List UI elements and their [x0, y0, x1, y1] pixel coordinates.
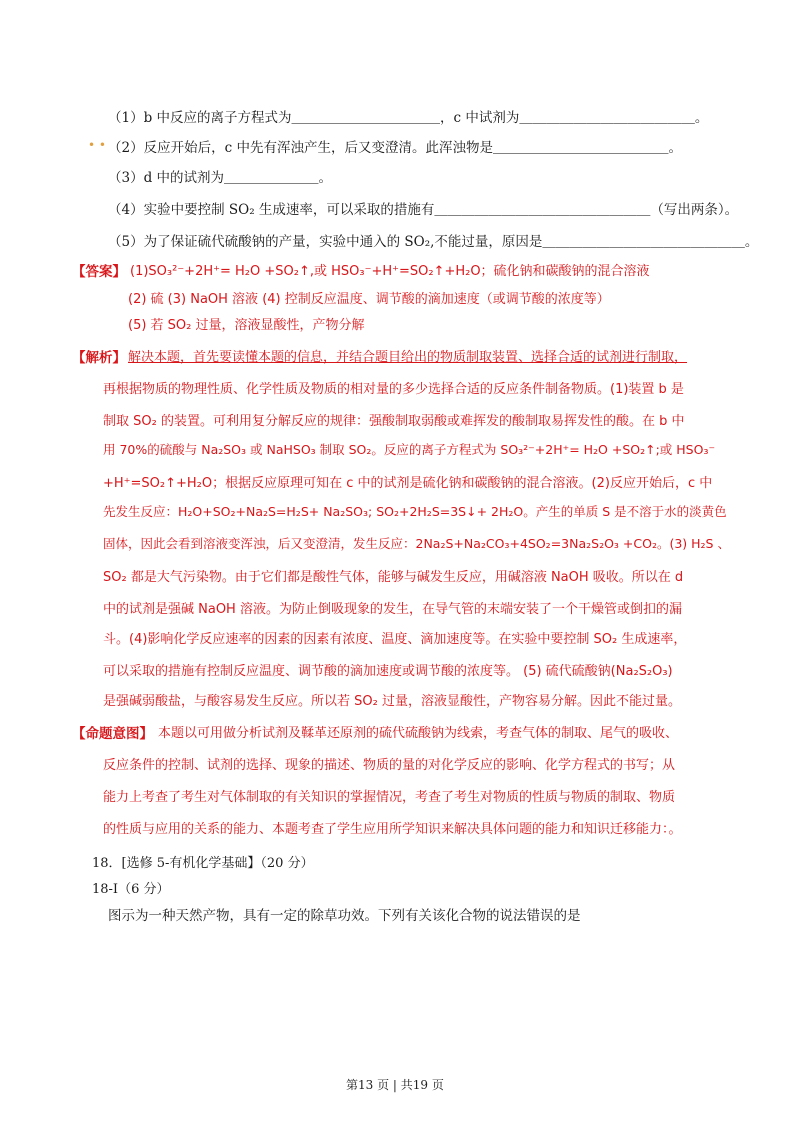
analysis-line: SO₂ 都是大气污染物。由于它们都是酸性气体，能够与碱发生反应，用碱溶液 NaOH 吸收。所以在 d — [103, 570, 684, 585]
analysis-line: 用 70%的硫酸与 Na₂SO₃ 或 NaHSO₃ 制取 SO₂。反应的离子方程式为 SO₃²⁻+2H⁺= H₂O +SO₂↑;或 HSO₃⁻ — [103, 442, 716, 457]
section-title: 18．[选修 5-有机化学基础】（20 分） — [92, 856, 314, 871]
question-5: （5）为了保证硫代硫酸钠的产量，实验中通入的 SO₂,不能过量，原因是＿＿＿＿＿＿＿＿＿＿＿＿＿＿＿。 — [108, 234, 759, 250]
intent-line: 本题以可用做分析试剂及鞣革还原剂的硫代硫酸钠为线索，考查气体的制取、尾气的吸收、 — [158, 726, 679, 741]
section-text: 图示为一种天然产物，具有一定的除草功效。下列有关该化合物的说法错误的是 — [108, 908, 581, 924]
margin-dots: • • — [88, 138, 106, 152]
intent-line: 的性质与应用的关系的能力、本题考查了学生应用所学知识来解决具体问题的能力和知识迁移能力：。 — [103, 822, 682, 837]
answer-line: (2) 硫 (3) NaOH 溶液 (4) 控制反应温度、调节酸的滴加速度（或调节酸的浓度等） — [128, 292, 610, 307]
analysis-line: 中的试剂是强碱 NaOH 溶液。为防止倒吸现象的发生，在导气管的末端安装了一个干燥管或倒扣的漏 — [103, 602, 682, 617]
analysis-line: 制取 SO₂ 的装置。可利用复分解反应的规律：强酸制取弱酸或难挥发的酸制取易挥发性的酸。在 b 中 — [103, 414, 685, 429]
intent-line: 反应条件的控制、试剂的选择、现象的描述、物质的量的对化学反应的影响、化学方程式的书写；从 — [103, 758, 676, 773]
section-sub: 18-I（6 分） — [92, 882, 170, 897]
analysis-tag: 【解析】 — [72, 350, 126, 366]
answer-line: (1)SO₃²⁻+2H⁺= H₂O +SO₂↑,或 HSO₃⁻+H⁺=SO₂↑+H₂O；硫化钠和碳酸钠的混合溶液 — [130, 264, 650, 279]
analysis-line: 先发生反应：H₂O+SO₂+Na₂S=H₂S+ Na₂SO₃; SO₂+2H₂S=3S↓+ 2H₂O。产生的单质 S 是不溶于水的淡黄色 — [103, 504, 727, 519]
analysis-line: 是强碱弱酸盐，与酸容易发生反应。所以若 SO₂ 过量，溶液显酸性，产物容易分解。因此不能过量。 — [103, 694, 681, 709]
question-2: （2）反应开始后，c 中先有浑浊产生，后又变澄清。此浑浊物是＿＿＿＿＿＿＿＿＿＿＿＿＿。 — [108, 140, 682, 156]
analysis-line: 斗。(4)影响化学反应速率的因素的因素有浓度、温度、滴加速度等。在实验中要控制 SO₂ 生成速率， — [103, 632, 687, 647]
analysis-line: 再根据物质的物理性质、化学性质及物质的相对量的多少选择合适的反应条件制备物质。(1)装置 b 是 — [103, 382, 684, 397]
analysis-line: 固体，因此会看到溶液变浑浊，后又变澄清，发生反应：2Na₂S+Na₂CO₃+4SO₂=3Na₂S₂O₃ +CO₂。(3) H₂S 、 — [103, 536, 730, 551]
analysis-line: 可以采取的措施有控制反应温度、调节酸的滴加速度或调节酸的浓度等。 (5) 硫代硫酸钠(Na₂S₂O₃) — [103, 664, 673, 679]
question-1: （1）b 中反应的离子方程式为＿＿＿＿＿＿＿＿＿＿＿，c 中试剂为＿＿＿＿＿＿＿＿＿＿＿＿＿。 — [108, 110, 709, 126]
intent-line: 能力上考查了考生对气体制取的有关知识的掌握情况，考查了考生对物质的性质与物质的制取、物质 — [103, 790, 676, 805]
question-3: （3）d 中的试剂为＿＿＿＿＿＿＿。 — [108, 170, 333, 186]
page-footer: 第13 页 | 共19 页 — [346, 1078, 444, 1092]
analysis-line: +H⁺=SO₂↑+H₂O；根据反应原理可知在 c 中的试剂是硫化钠和碳酸钠的混合溶液。(2)反应开始后，c 中 — [103, 476, 713, 491]
analysis-line: 解决本题，首先要读懂本题的信息，并结合题目给出的物质制取装置、选择合适的试剂进行制取， — [128, 350, 688, 365]
intent-tag: 【命题意图】 — [72, 726, 153, 742]
answer-line: (5) 若 SO₂ 过量，溶液显酸性，产物分解 — [128, 318, 365, 333]
question-4: （4）实验中要控制 SO₂ 生成速率，可以采取的措施有＿＿＿＿＿＿＿＿＿＿＿＿＿＿＿＿（写出两条）。 — [108, 202, 739, 218]
answer-tag: 【答案】 — [72, 264, 126, 280]
